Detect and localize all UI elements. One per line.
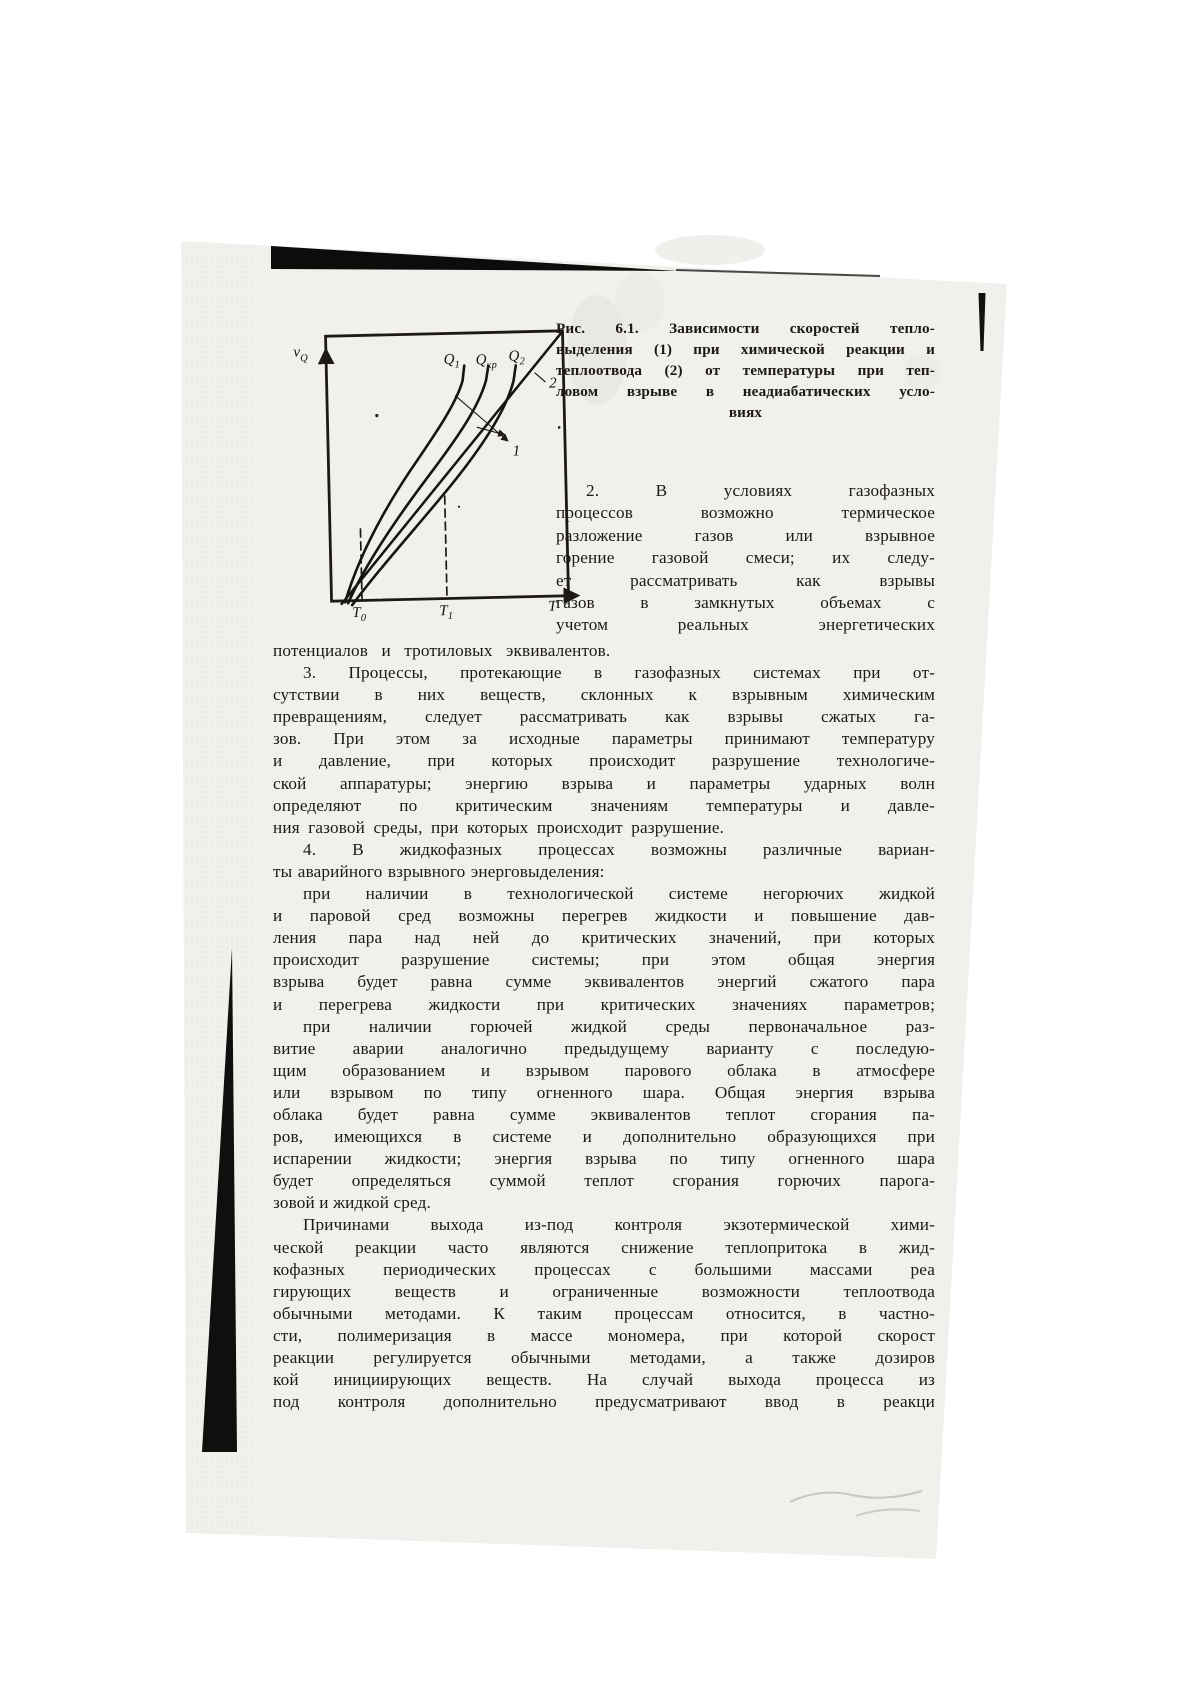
body-text-line: превращениям, следует рассматривать как взрывы сжатых га- bbox=[273, 707, 935, 727]
body-text-line: испарении жидкости; энергия взрыва по типу огненного шара bbox=[273, 1149, 935, 1169]
curve-label-q2: $Q_2$ bbox=[508, 348, 525, 368]
figure-caption bbox=[556, 318, 935, 423]
body-text-line: ты аварийного взрывного энерговыделения: bbox=[273, 861, 605, 881]
body-text-line: происходит разрушение системы; при этом общая энергия bbox=[273, 950, 935, 970]
dashed-line-T1 bbox=[445, 496, 447, 597]
speck bbox=[558, 426, 561, 429]
x-tick-T: T bbox=[548, 598, 557, 615]
body-text-line: ления пара над ней до критических значений, при которых bbox=[273, 928, 935, 948]
caption-line: выделения (1) при химической реакции и bbox=[556, 341, 935, 358]
curve-q1 bbox=[340, 366, 470, 603]
body-text-line: сти, полимеризация в массе мономера, при которой скорост bbox=[273, 1325, 935, 1345]
body-text-line: кофазных периодических процессах с большими массами реа bbox=[273, 1259, 935, 1279]
speck bbox=[458, 506, 460, 508]
body-text-line: взрыва будет равна сумме эквивалентов энергий сжатого пара bbox=[273, 972, 935, 992]
curve-qkr bbox=[343, 366, 494, 603]
body-text-line: при наличии горючей жидкой среды первоначальное раз- bbox=[303, 1016, 935, 1036]
body-text-line: кой инициирующих веществ. На случай выхода процесса из bbox=[273, 1370, 935, 1390]
x-tick-T0: $T_0$ bbox=[352, 604, 367, 624]
body-text-line: ния газовой среды, при которых происходит разрушение. bbox=[273, 817, 725, 837]
caption-line: теплоотвода (2) от температуры при теп- bbox=[556, 362, 935, 379]
body-text-line: и давление, при которых происходит разрушение технологиче- bbox=[273, 751, 935, 771]
column-paragraph bbox=[556, 480, 935, 637]
body-text-line: определяют по критическим значениям температуры и давле- bbox=[273, 795, 935, 815]
body-text-line: гирующих веществ и ограниченные возможности теплоотвода bbox=[273, 1281, 935, 1301]
curve-label-q1: $Q_1$ bbox=[443, 351, 460, 371]
body-text-line: и перегрева жидкости при критических значениях параметров; bbox=[273, 994, 935, 1014]
body-text-line: или взрывом по типу огненного шара. Общая энергия взрыва bbox=[273, 1082, 935, 1102]
heat-removal-ref-label: 2 bbox=[548, 375, 557, 392]
body-text-line: зовой и жидкой сред. bbox=[273, 1193, 431, 1213]
dashed-line-T0 bbox=[360, 529, 362, 599]
body-text-line: реакции регулируется обычными методами, а также дозиров bbox=[273, 1348, 935, 1367]
leader-tick-to-2 bbox=[535, 373, 545, 382]
curve-q2 bbox=[347, 365, 521, 605]
column-text-line: разложение газов или взрывное bbox=[556, 525, 935, 545]
column-text-line: газов в замкнутых объемах с bbox=[556, 593, 935, 613]
body-text-line: щим образованием и взрывом парового облака в атмосфере bbox=[273, 1060, 935, 1080]
column-text-line: 2. В условиях газофазных bbox=[586, 481, 935, 500]
y-axis-label: $v_Q$ bbox=[293, 344, 308, 365]
body-text-line: 3. Процессы, протекающие в газофазных системах при от- bbox=[303, 663, 935, 683]
body-text-line: под контроля дополнительно предусматривают ввод в реакци bbox=[273, 1392, 935, 1412]
body-text-line: ской аппаратуры; энергию взрыва и параметры ударных волн bbox=[273, 773, 935, 793]
body-text-line: ров, имеющихся в системе и дополнительно образующихся при bbox=[273, 1127, 935, 1147]
body-text-line: зов. При этом за исходные параметры принимают температуру bbox=[273, 729, 935, 749]
body-text-line: будет определяться суммой теплот сгорания горючих парога- bbox=[273, 1171, 935, 1191]
speck bbox=[375, 414, 378, 417]
body-text-line: сутствии в них веществ, склонных к взрывным химическим bbox=[273, 685, 935, 705]
caption-line: Рис. 6.1. Зависимости скоростей тепло- bbox=[556, 320, 935, 337]
body-text bbox=[273, 640, 935, 1413]
body-text-line: при наличии в технологической системе негорючих жидкой bbox=[303, 884, 935, 904]
caption-line: виях bbox=[728, 404, 763, 421]
column-text-line: ет рассматривать как взрывы bbox=[556, 570, 935, 590]
caption-line: ловом взрыве в неадиабатических усло- bbox=[556, 383, 935, 400]
body-text-line: облака будет равна сумме эквивалентов теплот сгорания па- bbox=[273, 1104, 935, 1124]
body-text-line: ческой реакции часто являются снижение теплопритока в жид- bbox=[273, 1237, 935, 1257]
curve-label-qkr: $Q_{кр}$ bbox=[475, 352, 497, 372]
x-tick-T1: $T_1$ bbox=[439, 603, 454, 623]
column-text-line: горение газовой смеси; их следу- bbox=[556, 548, 935, 568]
body-text-line: витие аварии аналогично предыдущему варианту с последую- bbox=[273, 1038, 935, 1058]
heat-release-ref-label: 1 bbox=[512, 443, 521, 460]
column-text-line: учетом реальных энергетических bbox=[556, 615, 935, 635]
leader-arrow-to-1 bbox=[455, 395, 507, 442]
column-text-line: процессов возможно термическое bbox=[556, 503, 935, 523]
body-text-line: потенциалов и тротиловых эквивалентов. bbox=[273, 641, 611, 660]
body-text-line: и паровой сред возможны перегрев жидкости и повышение дав- bbox=[273, 906, 935, 926]
body-text-line: Причинами выхода из-под контроля экзотермической хими- bbox=[303, 1215, 935, 1235]
body-text-line: 4. В жидкофазных процессах возможны различные вариан- bbox=[303, 839, 935, 859]
body-text-line: обычными методами. К таким процессам относится, в частно- bbox=[273, 1303, 935, 1323]
